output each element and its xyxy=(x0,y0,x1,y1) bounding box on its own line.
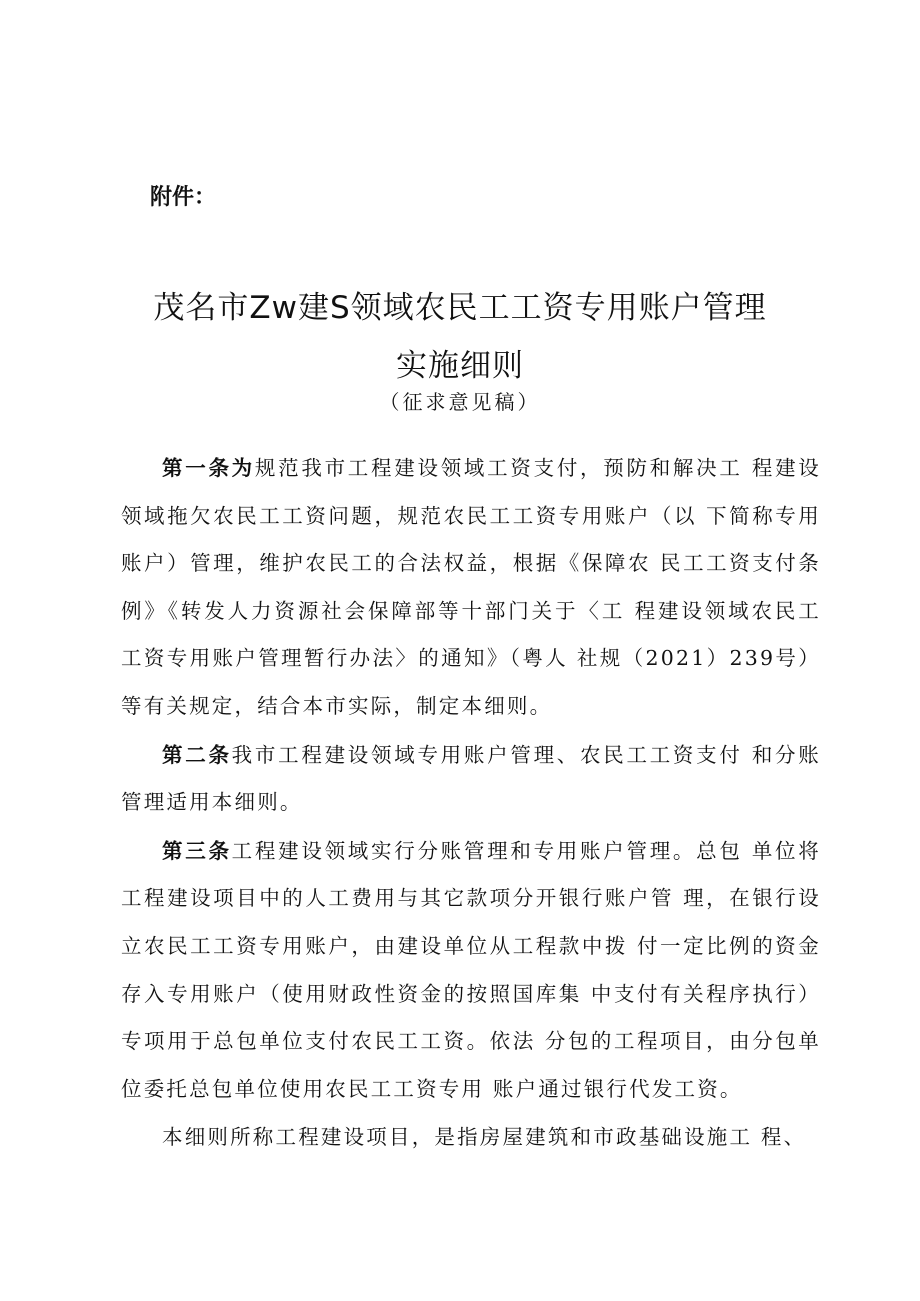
article-3-supplement-text: 本细则所称工程建设项目，是指房屋建筑和市政基础设施工 程、 xyxy=(162,1125,807,1150)
article-1-text: 规范我市工程建设领域工资支付，预防和解决工 程建设领域拖欠农民工工资问题，规范农民工工资专用账户（以 下简称专用账户）管理，维护农民工的合法权益，根据《保障农 民工工资支付条例》《转发人力资源社会保障部等十部门关于〈工 程建设领域农民工工资专用账户管理暂行办法〉的通知》（粤人 社规（2021）239号）等有关规定，结合本市实际，制定本细则。 xyxy=(121,456,821,718)
document-title-line-1: 茂名市Zw建S领域农民工工资专用账户管理 xyxy=(153,290,767,326)
attachment-label: 附件： xyxy=(150,185,217,210)
article-2-heading: 第二条 xyxy=(162,742,232,767)
article-2-paragraph xyxy=(121,732,821,827)
article-3-text: 工程建设领域实行分账管理和专用账户管理。总包 单位将工程建设项目中的人工费用与其它款项分开银行账户管 理，在银行设立农民工工资专用账户，由建设单位从工程款中拨 付一定比例的资金存入专用账户（使用财政性资金的按照国库集 中支付有关程序执行）专项用于总包单位支付农民工工资。依法 分包的工程项目，由分包单位委托总包单位使用农民工工资专用 账户通过银行代发工资。 xyxy=(121,838,821,1101)
article-1-heading: 第一条为 xyxy=(162,456,255,480)
article-3-paragraph xyxy=(121,828,821,1114)
document-title-line-2: 实施细则 xyxy=(396,348,524,384)
article-1-paragraph xyxy=(121,445,821,731)
article-3-supplement-paragraph xyxy=(121,1114,821,1162)
article-2-text: 我市工程建设领域专用账户管理、农民工工资支付 和分账管理适用本细则。 xyxy=(121,742,821,815)
document-body xyxy=(121,445,821,1162)
draft-status-subtitle: （征求意见稿） xyxy=(379,390,541,414)
article-3-heading: 第三条 xyxy=(162,838,232,863)
